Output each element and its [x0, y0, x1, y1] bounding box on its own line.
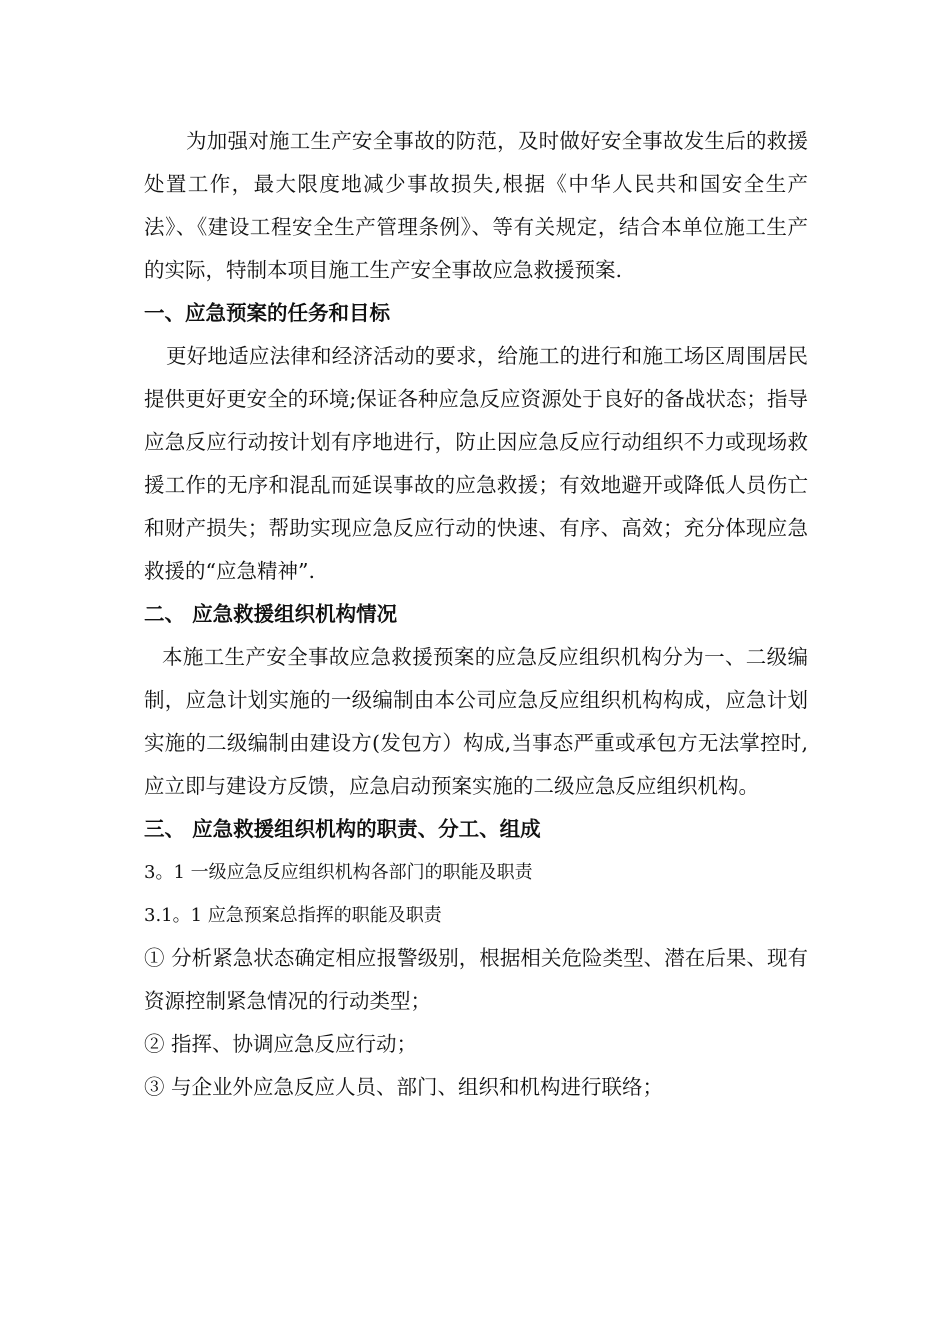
subsection-3-1-1: 3.1。1 应急预案总指挥的职能及职责 [144, 905, 442, 926]
list-item-3: ③ 与企业外应急反应人员、部门、组织和机构进行联络； [144, 1075, 664, 1099]
list-item-1: ① 分析紧急状态确定相应报警级别，根据相关危险类型、潜在后果、现有资源控制紧急情况的行动类型； [144, 946, 808, 1013]
list-item-2: ② 指挥、协调应急反应行动； [144, 1032, 418, 1056]
intro-paragraph: 为加强对施工生产安全事故的防范，及时做好安全事故发生后的救援处置工作，最大限度地减少事故损失,根据《中华人民共和国安全生产法》、《建设工程安全生产管理条例》、等有关规定，结合本单位施工生产的实际，特制本项目施工生产安全事故应急救援预案. [144, 129, 808, 282]
section2-heading: 二、 应急救援组织机构情况 [144, 602, 398, 626]
section1-heading: 一、应急预案的任务和目标 [144, 301, 390, 325]
section2-paragraph: 本施工生产安全事故应急救援预案的应急反应组织机构分为一、二级编制，应急计划实施的一级编制由本公司应急反应组织机构构成，应急计划实施的二级编制由建设方(发包方）构成,当事态严重或承包方无法掌控时,应立即与建设方反馈，应急启动预案实施的二级应急反应组织机构。 [144, 645, 808, 798]
section1-paragraph: 更好地适应法律和经济活动的要求，给施工的进行和施工场区周围居民提供更好更安全的环境;保证各种应急反应资源处于良好的备战状态；指导应急反应行动按计划有序地进行，防止因应急反应行动组织不力或现场救援工作的无序和混乱而延误事故的应急救援；有效地避开或降低人员伤亡和财产损失；帮助实现应急反应行动的快速、有序、高效；充分体现应急救援的“应急精神”. [144, 344, 808, 583]
document-page [144, 120, 808, 1109]
section3-heading: 三、 应急救援组织机构的职责、分工、组成 [144, 817, 541, 841]
subsection-3-1: 3。1 一级应急反应组织机构各部门的职能及职责 [144, 862, 533, 883]
